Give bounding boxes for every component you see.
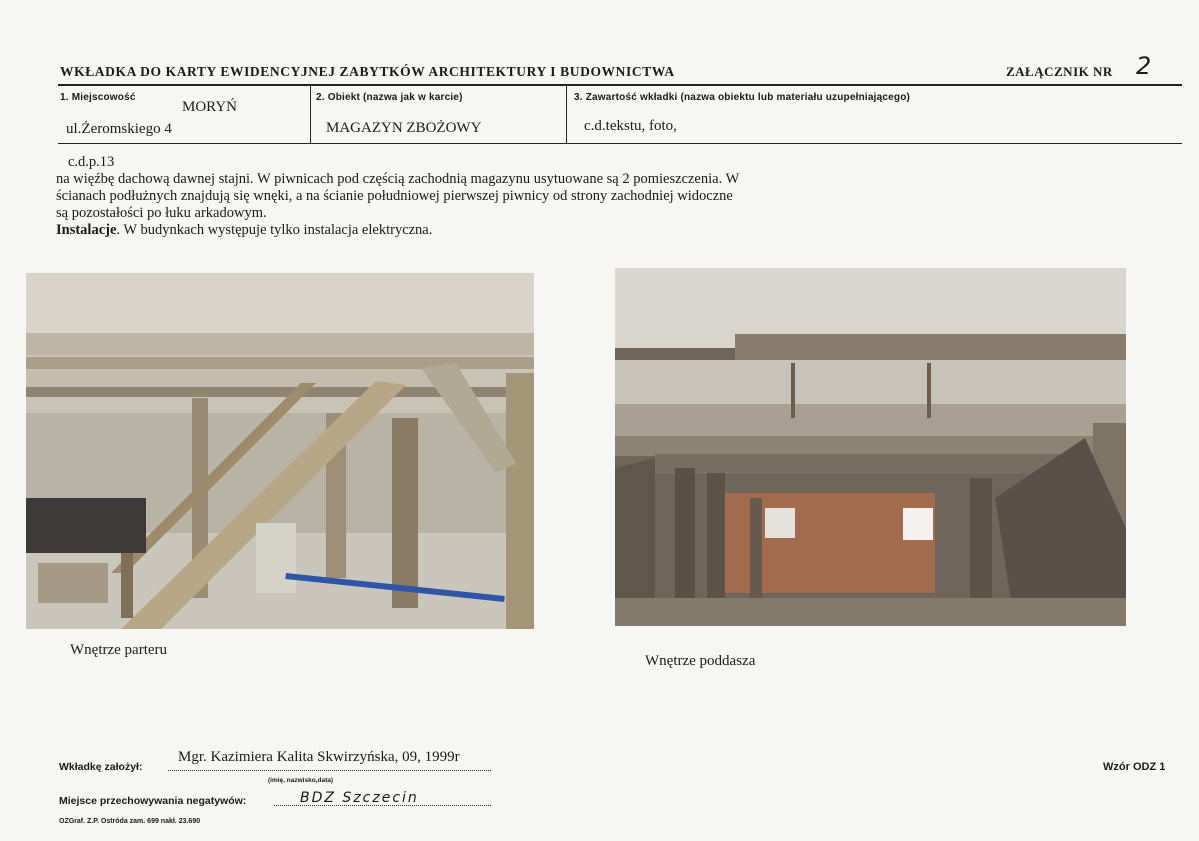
negatives-storage-label: Miejsce przechowywania negatywów: — [59, 795, 247, 807]
form-code: Wzór ODZ 1 — [1103, 761, 1166, 773]
installations-text: . W budynkach występuje tylko instalacja elektryczna. — [116, 222, 433, 238]
created-by-dotline — [168, 770, 491, 771]
installations-paragraph — [56, 222, 876, 239]
printer-info: OZGraf. Z.P. Ostróda zam. 699 nakł. 23.690 — [59, 818, 201, 825]
text-line-2: ścianach podłużnych znajdują się wnęki, a na ścianie południowej pierwszej piwnicy od strony zachodniej widoczne — [56, 188, 733, 204]
locality-label: 1. Miejscowość — [60, 92, 136, 103]
address-value: ul.Żeromskiego 4 — [66, 121, 172, 137]
object-label: 2. Obiekt (nazwa jak w karcie) — [316, 92, 463, 103]
contents-value: c.d.tekstu, foto, — [584, 118, 677, 134]
text-line-3: są pozostałości po łuku arkadowym. — [56, 205, 267, 221]
photo-attic — [615, 268, 1126, 626]
caption-ground-floor: Wnętrze parteru — [70, 642, 168, 658]
negatives-storage-value: BDZ Szczecin — [300, 790, 419, 806]
field-divider-1 — [310, 86, 311, 143]
text-line-1: na więźbę dachową dawnej stajni. W piwnicach pod częścią zachodnią magazynu usytuowane są 2 pomieszczenia. W — [56, 171, 740, 187]
annex-label: ZAŁĄCZNIK NR — [1006, 64, 1113, 79]
object-value: MAGAZYN ZBOŻOWY — [326, 120, 482, 136]
caption-attic: Wnętrze poddasza — [645, 653, 756, 669]
contents-label: 3. Zawartość wkładki (nazwa obiektu lub materiału uzupełniającego) — [574, 92, 911, 103]
installations-heading: Instalacje — [56, 222, 117, 238]
created-by-value: Mgr. Kazimiera Kalita Skwirzyńska, 09, 1999r — [178, 749, 460, 765]
created-by-hint: (imię, nazwisko,data) — [268, 777, 334, 784]
field-divider-2 — [566, 86, 567, 143]
negatives-storage-dotline — [274, 805, 491, 806]
header-rule — [58, 84, 1182, 86]
continuation-ref: c.d.p.13 — [68, 154, 115, 170]
photo-ground-floor — [26, 273, 534, 629]
fields-rule — [58, 143, 1182, 144]
locality-value: MORYŃ — [182, 99, 238, 115]
form-title: WKŁADKA DO KARTY EWIDENCYJNEJ ZABYTKÓW ARCHITEKTURY I BUDOWNICTWA — [60, 64, 675, 79]
description-text — [56, 154, 876, 239]
created-by-label: Wkładkę założył: — [59, 761, 143, 773]
annex-number: 2 — [1136, 52, 1152, 80]
